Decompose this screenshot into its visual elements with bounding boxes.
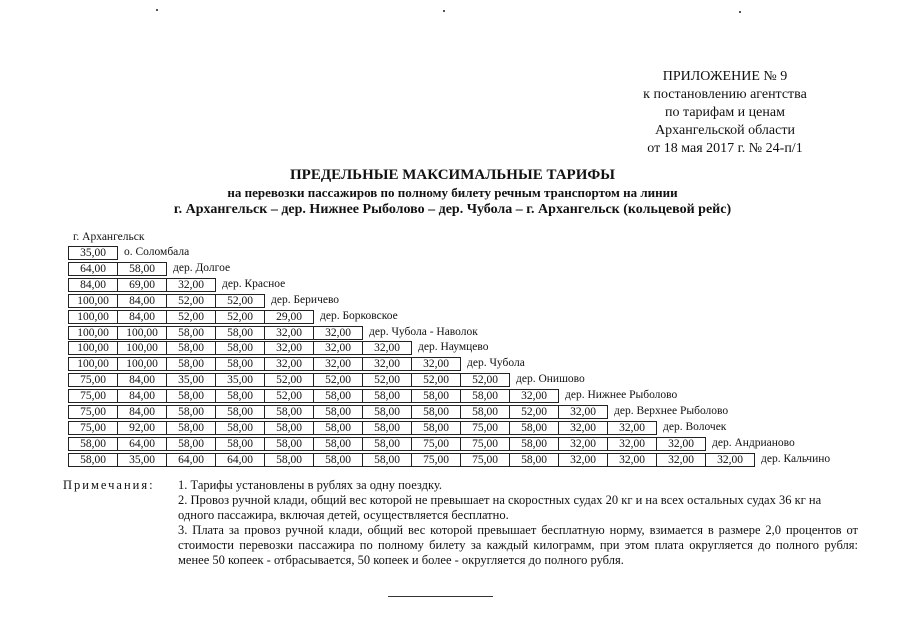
- fare-cell: 100,00: [68, 357, 118, 371]
- fare-cell: 58,00: [117, 262, 167, 276]
- fare-cell: 58,00: [362, 389, 412, 403]
- fare-cell: 75,00: [68, 421, 118, 435]
- appendix-number: ПРИЛОЖЕНИЕ № 9: [662, 69, 788, 84]
- fare-cell: 84,00: [117, 294, 167, 308]
- fare-cell: 64,00: [166, 453, 216, 467]
- appendix-date: от 18 мая 2017 г. № 24-п/1: [647, 141, 803, 156]
- fare-cell: 32,00: [558, 453, 608, 467]
- fare-cell: 100,00: [68, 326, 118, 340]
- fare-cell: 58,00: [313, 437, 363, 451]
- stop-name: дер. Долгое: [173, 262, 231, 274]
- fare-cell: 32,00: [607, 421, 657, 435]
- fare-cell: 58,00: [313, 405, 363, 419]
- fare-cell: 58,00: [166, 341, 216, 355]
- fare-cell: 100,00: [117, 357, 167, 371]
- fare-cell: 64,00: [117, 437, 167, 451]
- fare-cell: 58,00: [460, 405, 510, 419]
- fare-cell: 52,00: [215, 294, 265, 308]
- fare-cell: 32,00: [264, 341, 314, 355]
- fare-cell: 32,00: [411, 357, 461, 371]
- fare-cell: 52,00: [313, 373, 363, 387]
- fare-cell: 58,00: [362, 453, 412, 467]
- fare-cell: 52,00: [411, 373, 461, 387]
- appendix-line: по тарифам и ценам: [665, 105, 785, 120]
- fare-cell: 58,00: [215, 405, 265, 419]
- fare-cell: 35,00: [68, 246, 118, 260]
- fare-cell: 100,00: [117, 326, 167, 340]
- fare-cell: 32,00: [509, 389, 559, 403]
- fare-cell: 32,00: [558, 421, 608, 435]
- stop-name: дер. Чубола - Наволок: [369, 326, 478, 338]
- fare-cell: 58,00: [411, 421, 461, 435]
- stop-name: дер. Красное: [222, 278, 286, 290]
- fare-cell: 52,00: [166, 310, 216, 324]
- scan-speck: [156, 9, 158, 11]
- fare-cell: 75,00: [460, 421, 510, 435]
- fare-cell: 58,00: [166, 357, 216, 371]
- fare-cell: 58,00: [362, 437, 412, 451]
- stop-name: дер. Наумцево: [418, 341, 489, 353]
- fare-cell: 58,00: [166, 326, 216, 340]
- fare-cell: 58,00: [362, 421, 412, 435]
- appendix-line: к постановлению агентства: [643, 87, 807, 102]
- fare-cell: 32,00: [313, 341, 363, 355]
- fare-cell: 100,00: [68, 341, 118, 355]
- fare-cell: 58,00: [215, 357, 265, 371]
- fare-cell: 35,00: [117, 453, 167, 467]
- note-item: 3. Плата за провоз ручной клади, общий вес которой превышает бесплатную норму, взимается в размере 2,0 процентов от стоимости перевозки пассажира по полному билету за каждый килограмм, при этом плата округляется до полного рубля: менее 50 копеек - отбрасывается, 50 копеек и более - округляется до полного рубля.: [178, 523, 858, 567]
- fare-cell: 58,00: [166, 421, 216, 435]
- fare-cell: 52,00: [362, 373, 412, 387]
- stop-name: дер. Чубола: [467, 357, 525, 369]
- note-item: 1. Тарифы установлены в рублях за одну поездку.: [178, 478, 442, 492]
- fare-cell: 64,00: [68, 262, 118, 276]
- fare-cell: 100,00: [68, 294, 118, 308]
- fare-cell: 84,00: [117, 405, 167, 419]
- scan-speck: [739, 11, 741, 13]
- notes-block: [178, 478, 858, 568]
- stop-name: дер. Волочек: [663, 421, 727, 433]
- fare-cell: 52,00: [509, 405, 559, 419]
- fare-cell: 32,00: [362, 341, 412, 355]
- fare-cell: 32,00: [607, 437, 657, 451]
- fare-cell: 52,00: [264, 373, 314, 387]
- fare-cell: 58,00: [215, 326, 265, 340]
- stop-name: дер. Кальчино: [761, 453, 831, 465]
- appendix-block: [600, 68, 850, 158]
- document-subtitle: на перевозки пассажиров по полному билету речным транспортом на линии: [227, 185, 678, 200]
- fare-cell: 32,00: [607, 453, 657, 467]
- notes-label: Примечания:: [63, 478, 155, 492]
- stop-name: дер. Андрианово: [712, 437, 795, 449]
- fare-cell: 75,00: [411, 437, 461, 451]
- stop-name: дер. Беричево: [271, 294, 340, 306]
- fare-cell: 92,00: [117, 421, 167, 435]
- document-heading: [0, 166, 905, 219]
- stop-name: дер. Борковское: [320, 310, 398, 322]
- fare-cell: 100,00: [117, 341, 167, 355]
- fare-cell: 84,00: [68, 278, 118, 292]
- fare-cell: 75,00: [68, 373, 118, 387]
- stop-name: дер. Верхнее Рыболово: [614, 405, 729, 417]
- fare-cell: 52,00: [215, 310, 265, 324]
- fare-cell: 35,00: [215, 373, 265, 387]
- fare-cell: 58,00: [166, 405, 216, 419]
- note-item: 2. Провоз ручной клади, общий вес которой не превышает на скоростных судах 20 кг и на всех остальных судах 36 кг на одного пассажира, включая детей, осуществляется бесплатно.: [178, 493, 822, 522]
- fare-cell: 58,00: [166, 437, 216, 451]
- fare-cell: 58,00: [68, 453, 118, 467]
- first-stop-label: г. Архангельск: [73, 231, 145, 243]
- fare-cell: 58,00: [509, 437, 559, 451]
- fare-cell: 58,00: [313, 389, 363, 403]
- fare-cell: 32,00: [558, 405, 608, 419]
- fare-cell: 32,00: [264, 326, 314, 340]
- fare-cell: 32,00: [313, 357, 363, 371]
- fare-cell: 58,00: [411, 389, 461, 403]
- fare-cell: 58,00: [215, 421, 265, 435]
- route-name: г. Архангельск – дер. Нижнее Рыболово – дер. Чубола – г. Архангельск (кольцевой рейс): [173, 202, 732, 217]
- fare-cell: 58,00: [215, 341, 265, 355]
- fare-cell: 75,00: [460, 437, 510, 451]
- scan-speck: [443, 10, 445, 12]
- fare-cell: 32,00: [656, 437, 706, 451]
- fare-cell: 58,00: [509, 453, 559, 467]
- fare-cell: 84,00: [117, 389, 167, 403]
- fare-cell: 52,00: [166, 294, 216, 308]
- fare-cell: 35,00: [166, 373, 216, 387]
- fare-cell: 58,00: [313, 453, 363, 467]
- fare-cell: 32,00: [705, 453, 755, 467]
- fare-cell: 58,00: [264, 421, 314, 435]
- fare-cell: 58,00: [166, 389, 216, 403]
- fare-cell: 58,00: [509, 421, 559, 435]
- fare-cell: 75,00: [411, 453, 461, 467]
- fare-cell: 32,00: [264, 357, 314, 371]
- bottom-divider: [388, 596, 493, 597]
- fare-cell: 52,00: [460, 373, 510, 387]
- fare-cell: 58,00: [264, 453, 314, 467]
- fare-cell: 75,00: [68, 405, 118, 419]
- fare-cell: 58,00: [313, 421, 363, 435]
- fare-cell: 58,00: [362, 405, 412, 419]
- fare-cell: 32,00: [166, 278, 216, 292]
- stop-name: о. Соломбала: [124, 246, 190, 258]
- fare-cell: 69,00: [117, 278, 167, 292]
- fare-cell: 58,00: [264, 437, 314, 451]
- fare-cell: 75,00: [68, 389, 118, 403]
- fare-cell: 58,00: [460, 389, 510, 403]
- fare-cell: 32,00: [558, 437, 608, 451]
- fare-cell: 32,00: [656, 453, 706, 467]
- appendix-line: Архангельской области: [655, 123, 795, 138]
- fare-cell: 58,00: [215, 437, 265, 451]
- fare-cell: 32,00: [313, 326, 363, 340]
- fare-cell: 84,00: [117, 373, 167, 387]
- fare-cell: 75,00: [460, 453, 510, 467]
- fare-cell: 100,00: [68, 310, 118, 324]
- stop-name: дер. Нижнее Рыболово: [565, 389, 678, 401]
- fare-cell: 58,00: [264, 405, 314, 419]
- fare-cell: 84,00: [117, 310, 167, 324]
- fare-cell: 58,00: [411, 405, 461, 419]
- fare-cell: 64,00: [215, 453, 265, 467]
- fare-cell: 32,00: [362, 357, 412, 371]
- fare-cell: 29,00: [264, 310, 314, 324]
- fare-cell: 58,00: [215, 389, 265, 403]
- document-title: ПРЕДЕЛЬНЫЕ МАКСИМАЛЬНЫЕ ТАРИФЫ: [290, 167, 615, 183]
- stop-name: дер. Онишово: [516, 373, 585, 385]
- fare-cell: 58,00: [68, 437, 118, 451]
- fare-cell: 52,00: [264, 389, 314, 403]
